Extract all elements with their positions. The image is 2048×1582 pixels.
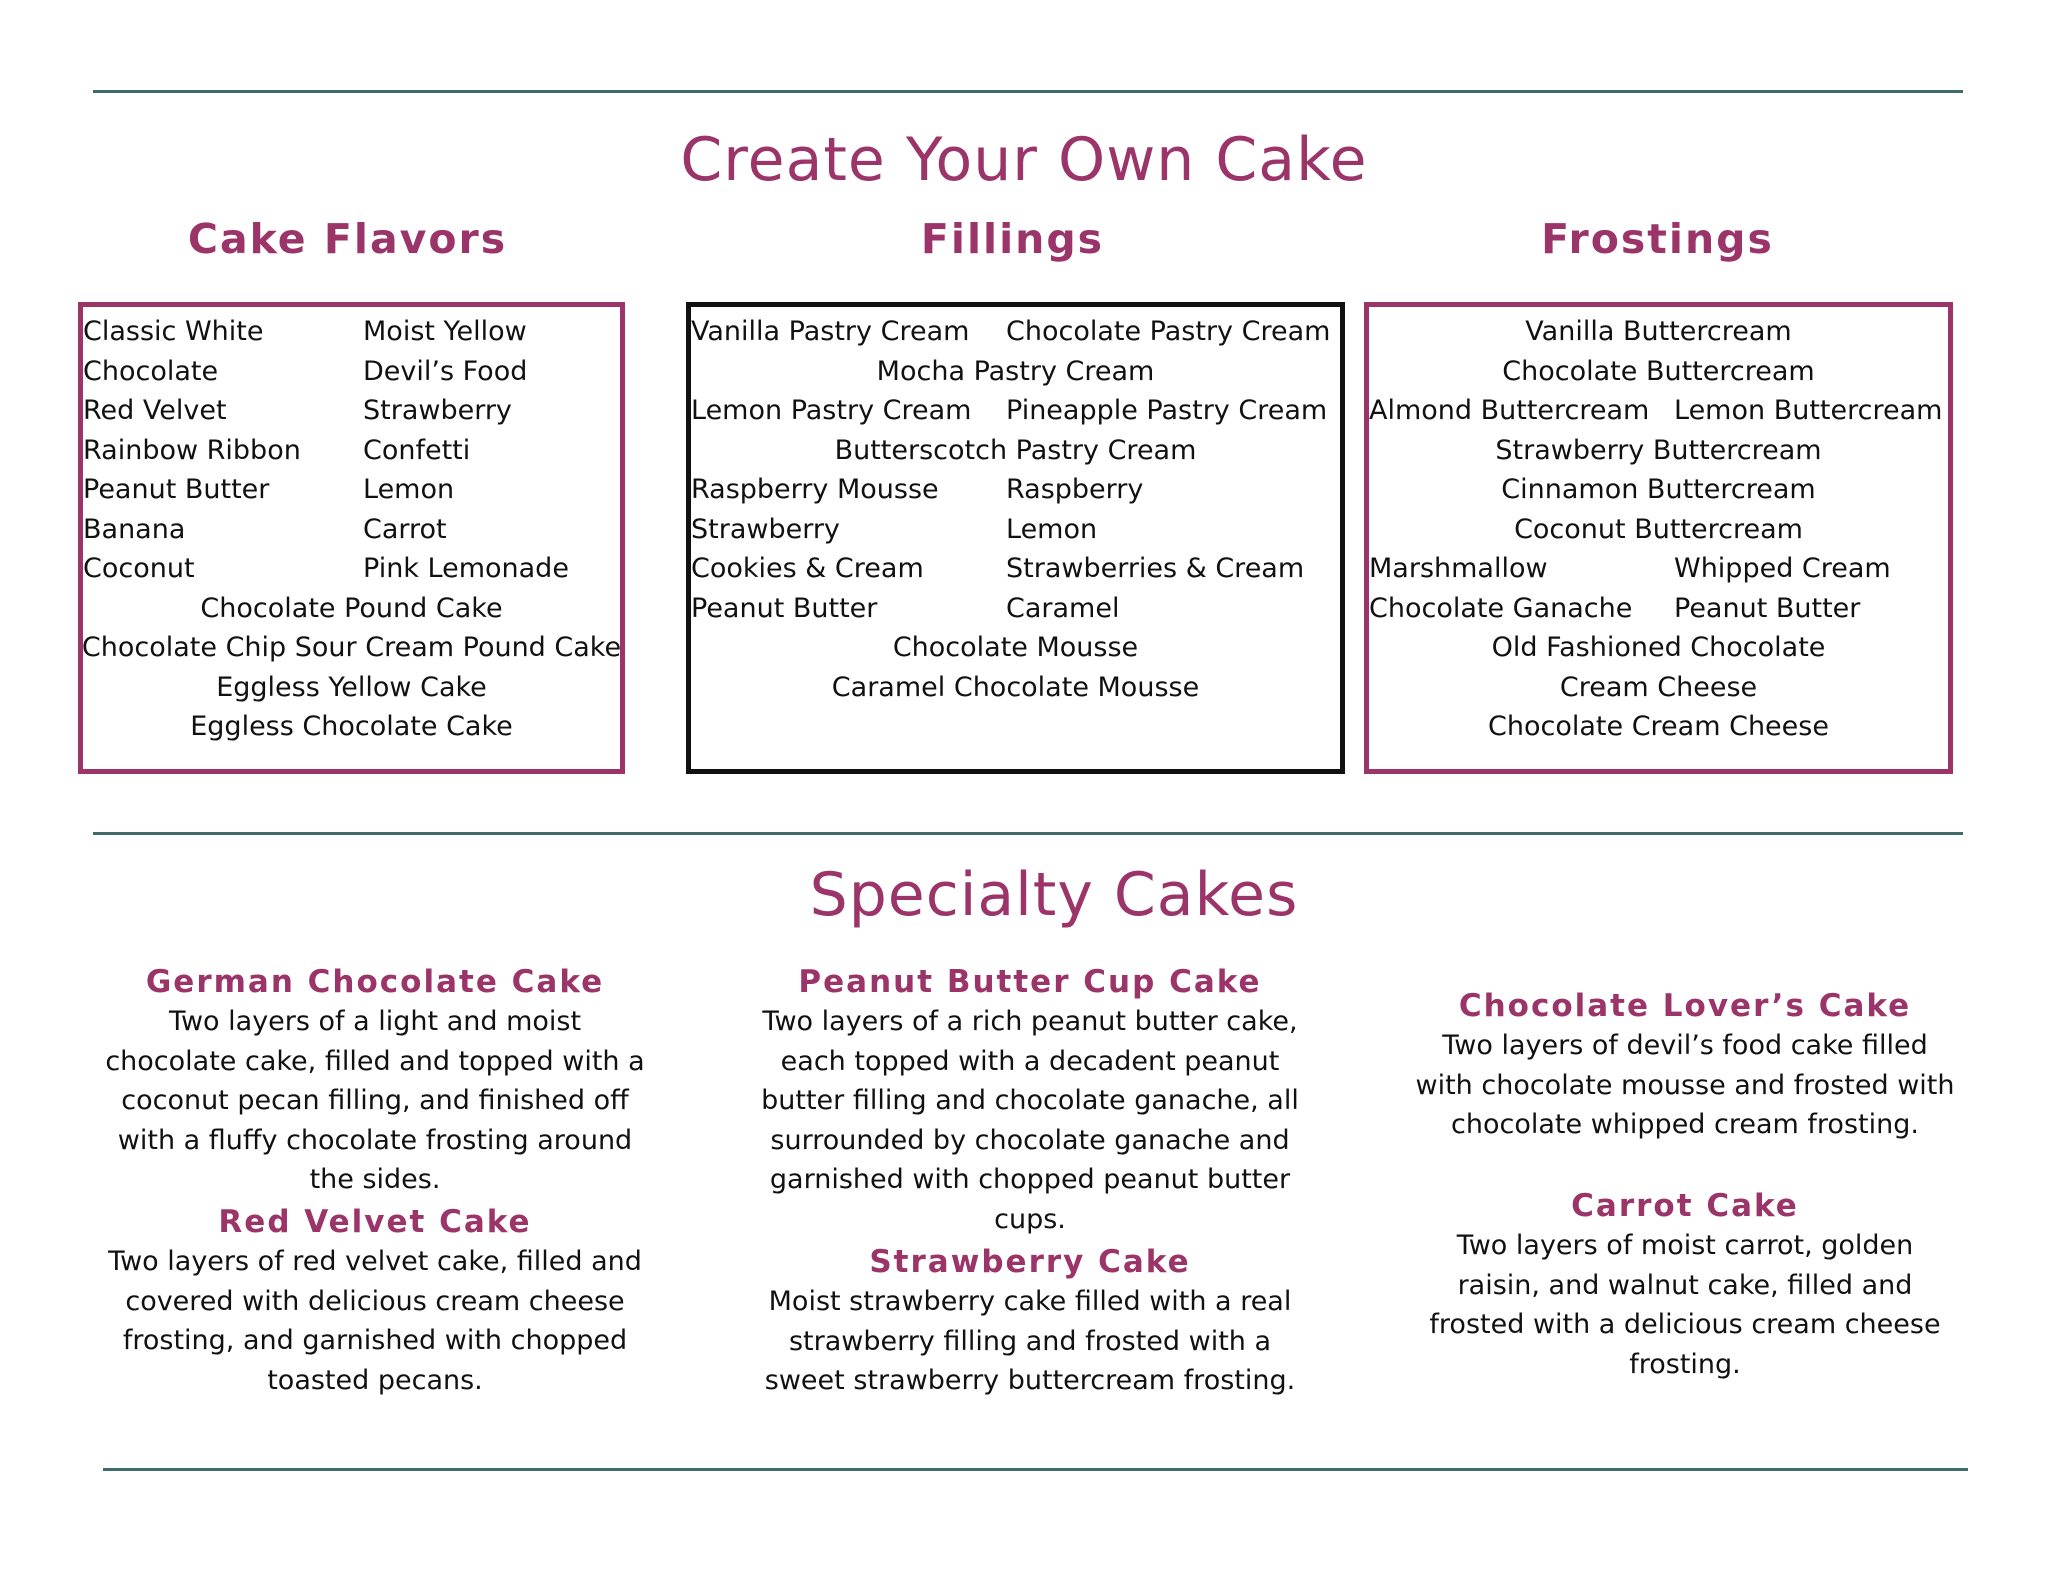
menu-item: Caramel [1006, 592, 1120, 624]
menu-row [83, 312, 620, 352]
description-line: with a fluffy chocolate frosting around [117, 1124, 633, 1156]
specialty-strawberry [745, 1242, 1315, 1401]
menu-item: Lemon Buttercream [1674, 395, 1943, 426]
description-line: surrounded by chocolate ganache and [770, 1124, 1290, 1156]
frostings-title: Frostings [1541, 215, 1774, 263]
specialty-cake-name: Chocolate Lover’s Cake [1458, 988, 1912, 1024]
menu-row [1369, 431, 1948, 471]
menu-item: Chocolate Buttercream [1502, 355, 1815, 387]
description-line: sweet strawberry buttercream frosting. [764, 1365, 1296, 1396]
menu-row [691, 391, 1340, 431]
description-line: frosting. [1629, 1348, 1741, 1380]
fillings-box [686, 302, 1345, 774]
menu-row [691, 668, 1340, 708]
menu-row [691, 352, 1340, 392]
specialty-carrot [1395, 1186, 1975, 1384]
menu-item: Almond Buttercream [1369, 395, 1650, 426]
specialty-cake-description [745, 1002, 1315, 1239]
menu-row [1369, 549, 1948, 589]
menu-item: Coconut Buttercream [1514, 513, 1803, 545]
menu-item: Rainbow Ribbon [83, 434, 301, 466]
specialty-cake-description [745, 1282, 1315, 1401]
menu-item: Strawberry [363, 395, 512, 426]
menu-row [1369, 668, 1948, 708]
description-line: garnished with chopped peanut butter [769, 1164, 1291, 1195]
fillings-title: Fillings [920, 215, 1105, 263]
menu-item: Peanut Butter [83, 474, 270, 505]
specialty-cake-name: German Chocolate Cake [145, 964, 605, 1000]
menu-row [83, 470, 620, 510]
menu-item: Strawberry [691, 513, 840, 545]
specialty-cake-name: Red Velvet Cake [218, 1204, 532, 1240]
menu-item: Red Velvet [83, 395, 227, 426]
menu-row [83, 431, 620, 471]
menu-item: Moist Yellow [363, 316, 527, 347]
menu-item: Banana [83, 513, 186, 545]
menu-item: Classic White [83, 316, 264, 347]
menu-row [1369, 391, 1948, 431]
description-line: Two layers of moist carrot, golden [1456, 1230, 1914, 1261]
menu-item: Lemon Pastry Cream [691, 395, 972, 426]
menu-item: Peanut Butter [691, 592, 878, 624]
specialty-cakes-title: Specialty Cakes [809, 860, 1299, 930]
fillings-list [691, 312, 1340, 707]
menu-item: Caramel Chocolate Mousse [831, 671, 1200, 703]
menu-item: Devil’s Food [363, 355, 528, 387]
menu-row [691, 431, 1340, 471]
menu-item: Butterscotch Pastry Cream [834, 434, 1197, 466]
menu-item: Cinnamon Buttercream [1501, 474, 1816, 505]
specialty-chocolate-lovers [1395, 986, 1975, 1145]
description-line: covered with delicious cream cheese [125, 1285, 625, 1317]
menu-item: Chocolate Pastry Cream [1006, 316, 1331, 347]
frostings-box [1364, 302, 1953, 774]
menu-row [1369, 352, 1948, 392]
menu-item: Chocolate Mousse [892, 632, 1139, 663]
menu-row [83, 352, 620, 392]
menu-item: Pineapple Pastry Cream [1006, 395, 1328, 426]
menu-item: Chocolate Ganache [1369, 592, 1633, 624]
description-line: raisin, and walnut cake, filled and [1457, 1269, 1913, 1301]
menu-row [1369, 312, 1948, 352]
specialty-cake-description [95, 1242, 655, 1400]
menu-row [83, 510, 620, 550]
menu-item: Confetti [363, 434, 471, 466]
menu-row [1369, 589, 1948, 629]
menu-item: Carrot [363, 513, 447, 545]
menu-row [83, 391, 620, 431]
specialty-cake-name: Peanut Butter Cup Cake [798, 964, 1262, 1000]
menu-row [1369, 707, 1948, 747]
specialty-cake-description [95, 1002, 655, 1200]
menu-item: Marshmallow [1369, 553, 1548, 584]
menu-item: Vanilla Buttercream [1525, 316, 1792, 347]
middle-divider [93, 832, 1963, 835]
description-line: Two layers of a rich peanut butter cake, [762, 1006, 1298, 1037]
menu-row [83, 668, 620, 708]
menu-row [691, 470, 1340, 510]
menu-row [83, 589, 620, 629]
specialty-red-velvet [95, 1202, 655, 1400]
menu-row [691, 312, 1340, 352]
menu-item: Raspberry [1006, 474, 1144, 505]
bottom-divider [103, 1468, 1968, 1471]
menu-item: Strawberries & Cream [1006, 553, 1305, 584]
top-divider [93, 90, 1963, 93]
menu-item: Mocha Pastry Cream [876, 355, 1155, 387]
menu-item: Coconut [83, 553, 195, 584]
cake-flavors-title: Cake Flavors [187, 215, 508, 263]
frostings-list [1369, 312, 1948, 747]
menu-item: Chocolate Pound Cake [200, 592, 503, 624]
description-line: strawberry filling and frosted with a [788, 1325, 1272, 1357]
menu-item: Eggless Chocolate Cake [190, 711, 513, 742]
specialty-german-chocolate [95, 962, 655, 1200]
specialty-cake-description [1395, 1226, 1975, 1384]
menu-row [83, 707, 620, 747]
cake-flavors-box [78, 302, 625, 774]
menu-item: Chocolate Cream Cheese [1488, 711, 1829, 742]
menu-item: Cookies & Cream [691, 553, 924, 584]
menu-row [691, 510, 1340, 550]
menu-item: Vanilla Pastry Cream [691, 316, 970, 347]
menu-row [83, 549, 620, 589]
menu-row [1369, 628, 1948, 668]
description-line: chocolate whipped cream frosting. [1451, 1109, 1919, 1140]
menu-item: Peanut Butter [1674, 592, 1861, 624]
description-line: Moist strawberry cake filled with a real [768, 1286, 1292, 1317]
create-your-own-cake-title: Create Your Own Cake [680, 125, 1368, 195]
description-line: cups. [994, 1203, 1066, 1235]
description-line: toasted pecans. [267, 1364, 483, 1396]
menu-item: Lemon [363, 474, 455, 505]
menu-item: Lemon [1006, 513, 1098, 545]
description-line: the sides. [309, 1164, 441, 1195]
menu-row [691, 549, 1340, 589]
menu-row [691, 589, 1340, 629]
description-line: with chocolate mousse and frosted with [1415, 1069, 1955, 1101]
menu-item: Whipped Cream [1674, 553, 1891, 584]
menu-row [83, 628, 620, 668]
menu-item: Strawberry Buttercream [1495, 434, 1822, 466]
menu-item: Pink Lemonade [363, 553, 569, 584]
description-line: Two layers of devil’s food cake filled [1442, 1030, 1928, 1061]
description-line: Two layers of red velvet cake, filled and [108, 1246, 642, 1277]
cake-flavors-singles [83, 589, 620, 747]
description-line: frosting, and garnished with chopped [122, 1325, 628, 1356]
menu-item: Raspberry Mousse [691, 474, 939, 505]
specialty-cake-name: Carrot Cake [1571, 1188, 1799, 1224]
menu-item: Chocolate [83, 355, 219, 387]
description-line: chocolate cake, filled and topped with a [105, 1045, 645, 1077]
menu-item: Old Fashioned Chocolate [1491, 632, 1826, 663]
specialty-cake-description [1395, 1026, 1975, 1145]
description-line: Two layers of a light and moist [168, 1006, 582, 1037]
menu-item: Cream Cheese [1559, 671, 1758, 703]
description-line: frosted with a delicious cream cheese [1429, 1309, 1941, 1340]
menu-item: Chocolate Chip Sour Cream Pound Cake [81, 632, 622, 663]
description-line: coconut pecan filling, and finished off [121, 1085, 629, 1116]
description-line: butter filling and chocolate ganache, all [761, 1085, 1299, 1116]
specialty-peanut-butter-cup [745, 962, 1315, 1239]
description-line: each topped with a decadent peanut [780, 1045, 1280, 1077]
menu-row [1369, 510, 1948, 550]
menu-item: Eggless Yellow Cake [216, 671, 487, 703]
menu-row [1369, 470, 1948, 510]
menu-row [691, 628, 1340, 668]
specialty-cake-name: Strawberry Cake [869, 1244, 1191, 1280]
cake-flavors-pairs [83, 312, 620, 589]
